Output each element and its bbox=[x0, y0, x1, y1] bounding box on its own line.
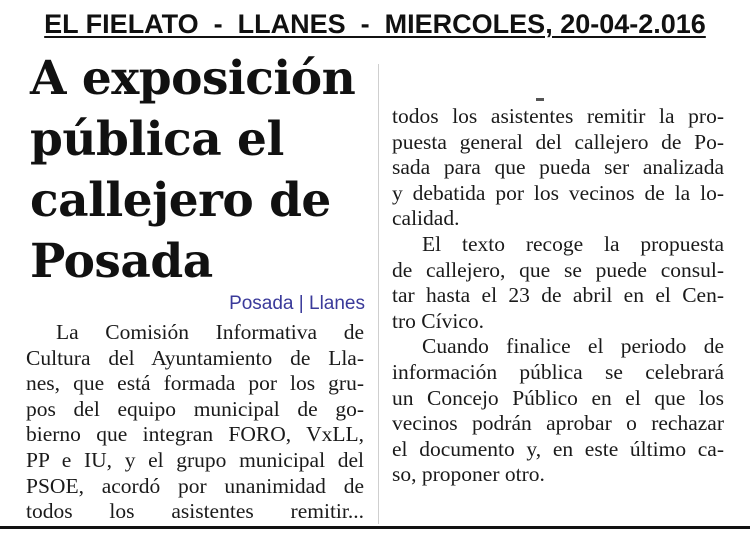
text-line: información pública se celebrará bbox=[392, 359, 724, 384]
text-line: sada para que pueda ser analizada bbox=[392, 155, 724, 180]
text-line: Cultura del Ayuntamiento de Lla- bbox=[26, 345, 364, 370]
headline-line: callejero de bbox=[30, 173, 331, 228]
text-line: Cuando finalice el periodo de bbox=[422, 334, 724, 359]
text-line: un Concejo Público en el que los bbox=[392, 385, 724, 410]
text-line: el documento y, en este último ca- bbox=[392, 436, 724, 461]
text-line: todos los asistentes remitir la pro- bbox=[392, 104, 724, 128]
text-line: todos los asistentes remitir... bbox=[26, 499, 364, 524]
column-2-clip bbox=[0, 100, 750, 525]
byline: Posada | Llanes bbox=[229, 293, 365, 314]
text-line: so, proponer otro. bbox=[392, 462, 545, 487]
text-line: puesta general del callejero de Po- bbox=[392, 129, 724, 154]
text-line: La Comisión Informativa de bbox=[56, 320, 364, 344]
article-column-2 bbox=[392, 104, 724, 488]
text-line: bierno que integran FORO, VxLL, bbox=[26, 422, 364, 447]
text-line: de callejero, que se puede consul- bbox=[392, 257, 724, 282]
text-line: tro Cívico. bbox=[392, 308, 484, 333]
bottom-rule bbox=[0, 526, 750, 529]
text-line: El texto recoge la propuesta bbox=[422, 231, 724, 256]
text-line: pos del equipo municipal de go- bbox=[26, 396, 364, 421]
headline-line: pública el bbox=[30, 112, 284, 167]
text-line: y debatida por los vecinos de la lo- bbox=[392, 180, 724, 205]
text-line: vecinos podrán aprobar o rechazar bbox=[392, 411, 724, 436]
text-line: calidad. bbox=[392, 206, 460, 231]
text-line: nes, que está formada por los gru- bbox=[26, 371, 364, 396]
text-line: tar hasta el 23 de abril en el Cen- bbox=[392, 283, 724, 308]
header-text: EL FIELATO - LLANES - MIERCOLES, 20-04-2.016 bbox=[44, 9, 706, 39]
text-line: PSOE, acordó por unanimidad de bbox=[26, 473, 364, 498]
headline-line: A exposición bbox=[30, 51, 356, 106]
headline-line: Posada bbox=[30, 234, 213, 289]
text-line: PP e IU, y el grupo municipal del bbox=[26, 447, 364, 472]
